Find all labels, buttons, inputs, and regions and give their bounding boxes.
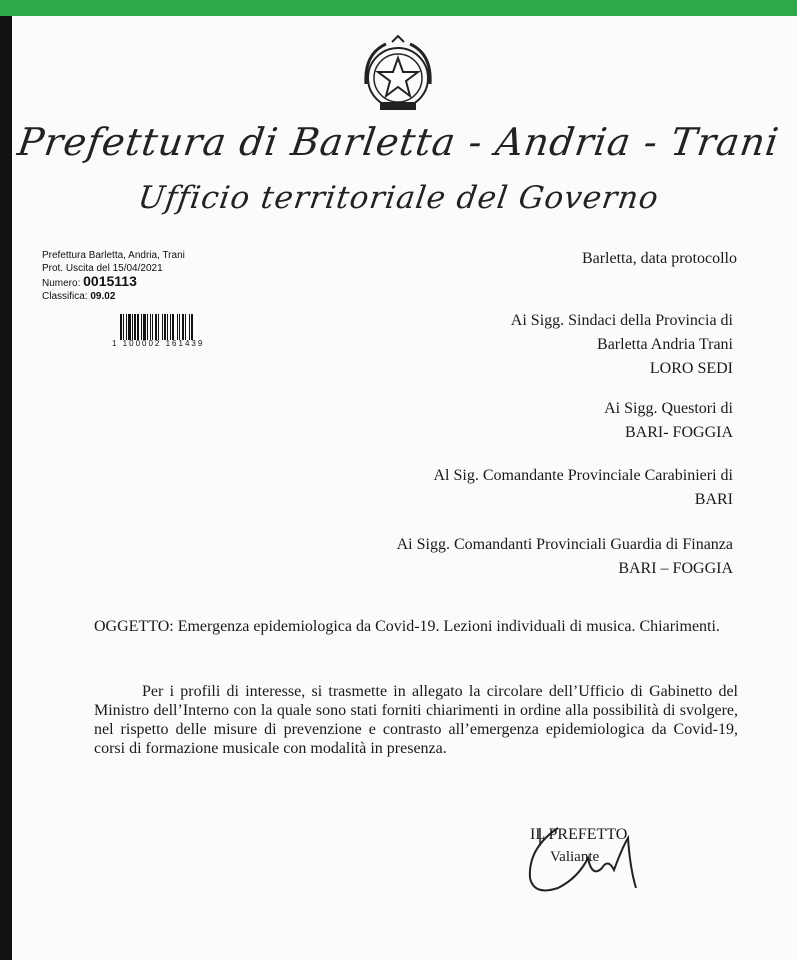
barcode-bar [152,314,153,340]
stamp-number-label: Numero: [42,278,81,289]
barcode-bar [155,314,157,340]
signature-title: IL PREFETTO [530,826,628,843]
subject-text: Emergenza epidemiologica da Covid-19. Lezioni individuali di musica. Chiarimenti. [177,618,720,635]
body-paragraph: Per i profili di interesse, si trasmette in allegato la circolare dell’Ufficio di Gabinetto del Ministro dell’Interno con la quale sono stati forniti chiarimenti in ordine alla possibilità di svolgere, nel rispetto delle misure di prevenzione e contrasto all’emergenza epidemiologica da Covid-19, corsi di formazione musicale con modalità in presenza. [94,683,738,757]
recipient-line: LORO SEDI [649,360,733,377]
subject-label: OGGETTO: [94,618,174,635]
barcode-bar [191,314,193,340]
recipient-line: Ai Sigg. Sindaci della Provincia di [510,312,733,329]
barcode-bar [120,314,122,340]
letter-body [94,682,738,758]
barcode-bar [167,314,168,340]
barcode-digits: 1 100002 161439 [112,339,205,348]
barcode-bar [141,314,142,340]
prefecture-header-subtitle: Ufficio territoriale del Governo [135,180,662,216]
stamp-number: 0015113 [83,273,137,289]
barcode-bar [164,314,166,340]
stamp-office: Prefettura Barletta, Andria, Trani [42,250,185,261]
recipient-line: Ai Sigg. Questori di [604,400,733,417]
recipient-block-carabinieri [434,464,734,512]
barcode-bar [182,314,184,340]
stamp-class-row [42,291,185,304]
barcode-bar [179,314,180,340]
barcode-bar [150,314,151,340]
stamp-number-row [42,275,185,291]
barcode-bar [137,314,139,340]
stamp-class-value: 09.02 [90,290,116,302]
barcode-bar [189,314,190,340]
barcode-bar [123,314,124,340]
barcode-bar [143,314,146,340]
stamp-prot-date: 15/04/2021 [112,262,163,274]
recipient-block-mayors [511,309,733,381]
recipient-line: Al Sig. Comandante Provinciale Carabinieri di [433,467,733,484]
stamp-prot-label: Prot. Uscita del [42,262,110,274]
recipient-line: BARI- FOGGIA [625,424,733,441]
barcode-bar [185,314,186,340]
recipient-line: BARI – FOGGIA [618,560,733,577]
barcode-bar [170,314,171,340]
barcode-bar [128,314,131,340]
prefecture-header-title: Prefettura di Barletta - Andria - Trani [14,120,783,164]
recipient-line: Ai Sigg. Comandanti Provinciali Guardia di Finanza [396,536,733,553]
barcode-bar [158,314,159,340]
subject [94,616,738,637]
recipient-block-finanza [397,533,733,581]
barcode-bar [134,314,136,340]
recipient-line: BARI [694,491,733,508]
top-color-bar [0,0,797,16]
barcode-bar [177,314,178,340]
barcode-bar [147,314,148,340]
protocol-stamp [42,250,185,303]
stamp-class-label: Classifica: [42,290,88,302]
barcode-bar [172,314,174,340]
barcode-bar [126,314,127,340]
italian-republic-emblem-icon [356,34,440,118]
place-date: Barletta, data protocollo [581,250,737,267]
recipient-line: Barletta Andria Trani [597,336,733,353]
recipient-block-questors [604,397,733,445]
barcode-bar [162,314,163,340]
barcode-bar [132,314,133,340]
signature-name: Valiante [550,849,600,865]
